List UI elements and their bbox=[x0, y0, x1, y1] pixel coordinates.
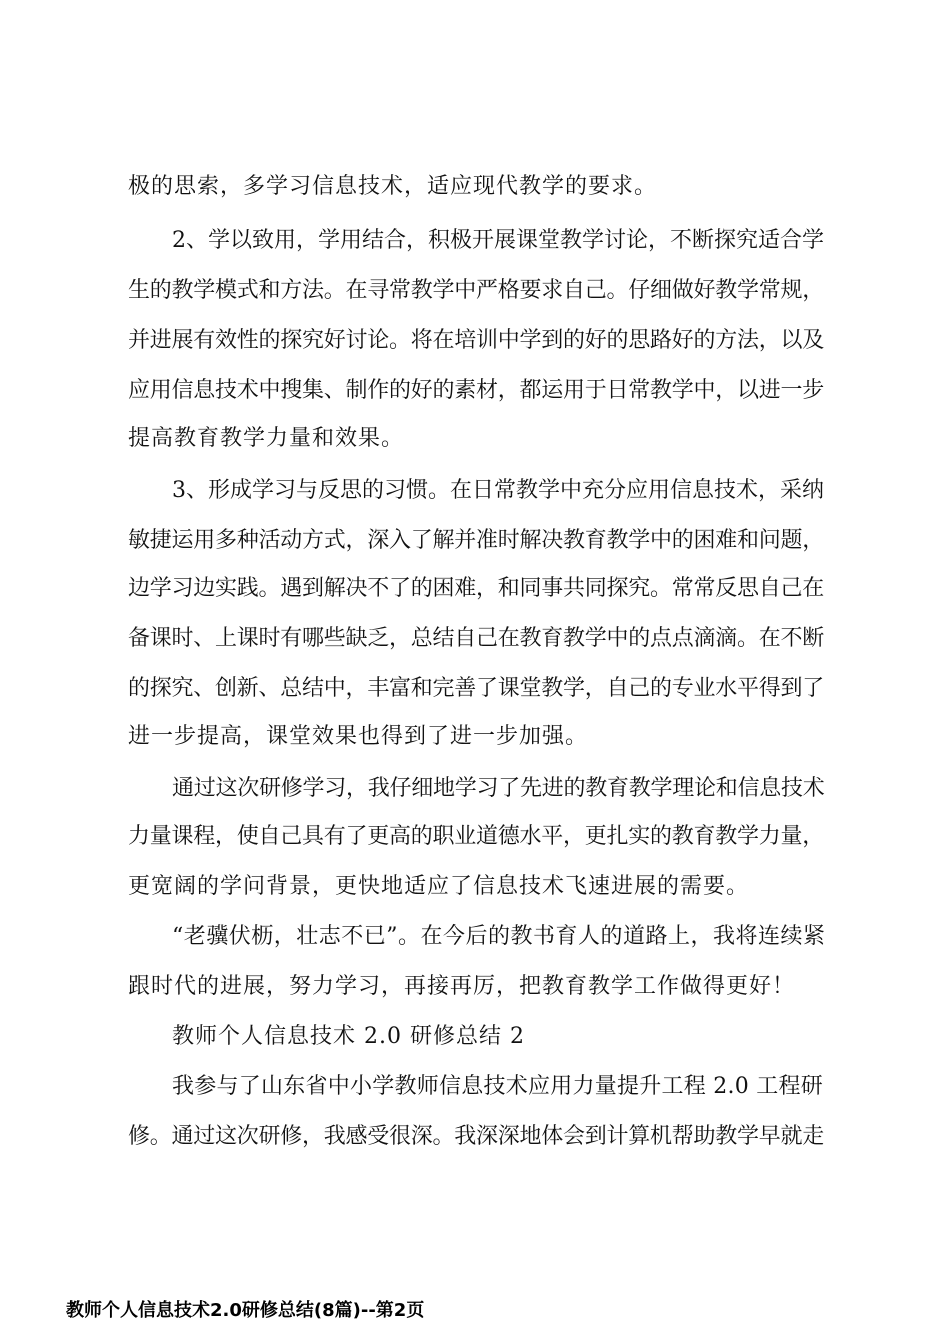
line-text: 边学习边实践。遇到解决不了的困难，和同事共同探究。常常反思自己在 bbox=[128, 576, 825, 601]
line-text: 应用信息技术中搜集、制作的好的素材，都运用于日常教学中，以进一步 bbox=[128, 378, 825, 403]
line-text: 更宽阔的学问背景，更快地适应了信息技术飞速进展的需要。 bbox=[128, 874, 750, 899]
line-text: 敏捷运用多种活动方式，深入了解并准时解决教育教学中的困难和问题， bbox=[128, 528, 825, 553]
line-text: 并进展有效性的探究好讨论。将在培训中学到的好的思路好的方法，以及 bbox=[128, 328, 825, 353]
line-text: 极的思索，多学习信息技术，适应现代教学的要求。 bbox=[128, 174, 658, 199]
line-text: 通过这次研修学习，我仔细地学习了先进的教育教学理论和信息技术 bbox=[172, 776, 825, 801]
heading-text: 教师个人信息技术 2.0 研修总结 2 bbox=[172, 1024, 525, 1049]
line-text: 力量课程，使自己具有了更高的职业道德水平，更扎实的教育教学力量， bbox=[128, 824, 825, 849]
line-text: “老骥伏枥，壮志不已”。在今后的教书育人的道路上，我将连续紧 bbox=[172, 924, 826, 949]
line-text: 2、学以致用，学用结合，积极开展课堂教学讨论，不断探究适合学 bbox=[172, 228, 824, 253]
line-text: 修。通过这次研修，我感受很深。我深深地体会到计算机帮助教学早就走 bbox=[128, 1124, 825, 1149]
line-text: 我参与了山东省中小学教师信息技术应用力量提升工程 2.0 工程研 bbox=[172, 1074, 823, 1099]
line-text: 跟时代的进展，努力学习，再接再厉，把教育教学工作做得更好！ bbox=[128, 974, 796, 999]
line-text: 3、形成学习与反思的习惯。在日常教学中充分应用信息技术，采纳 bbox=[172, 478, 824, 503]
page-footer: 教师个人信息技术2.0研修总结(8篇)--第2页 bbox=[66, 1300, 425, 1321]
line-text: 进一步提高，课堂效果也得到了进一步加强。 bbox=[128, 724, 589, 749]
line-text: 的探究、创新、总结中，丰富和完善了课堂教学，自己的专业水平得到了 bbox=[128, 676, 825, 701]
line-text: 备课时、上课时有哪些缺乏，总结自己在教育教学中的点点滴滴。在不断 bbox=[128, 626, 825, 651]
line-text: 提高教育教学力量和效果。 bbox=[128, 426, 405, 451]
line-text: 生的教学模式和方法。在寻常教学中严格要求自己。仔细做好教学常规， bbox=[128, 278, 825, 303]
